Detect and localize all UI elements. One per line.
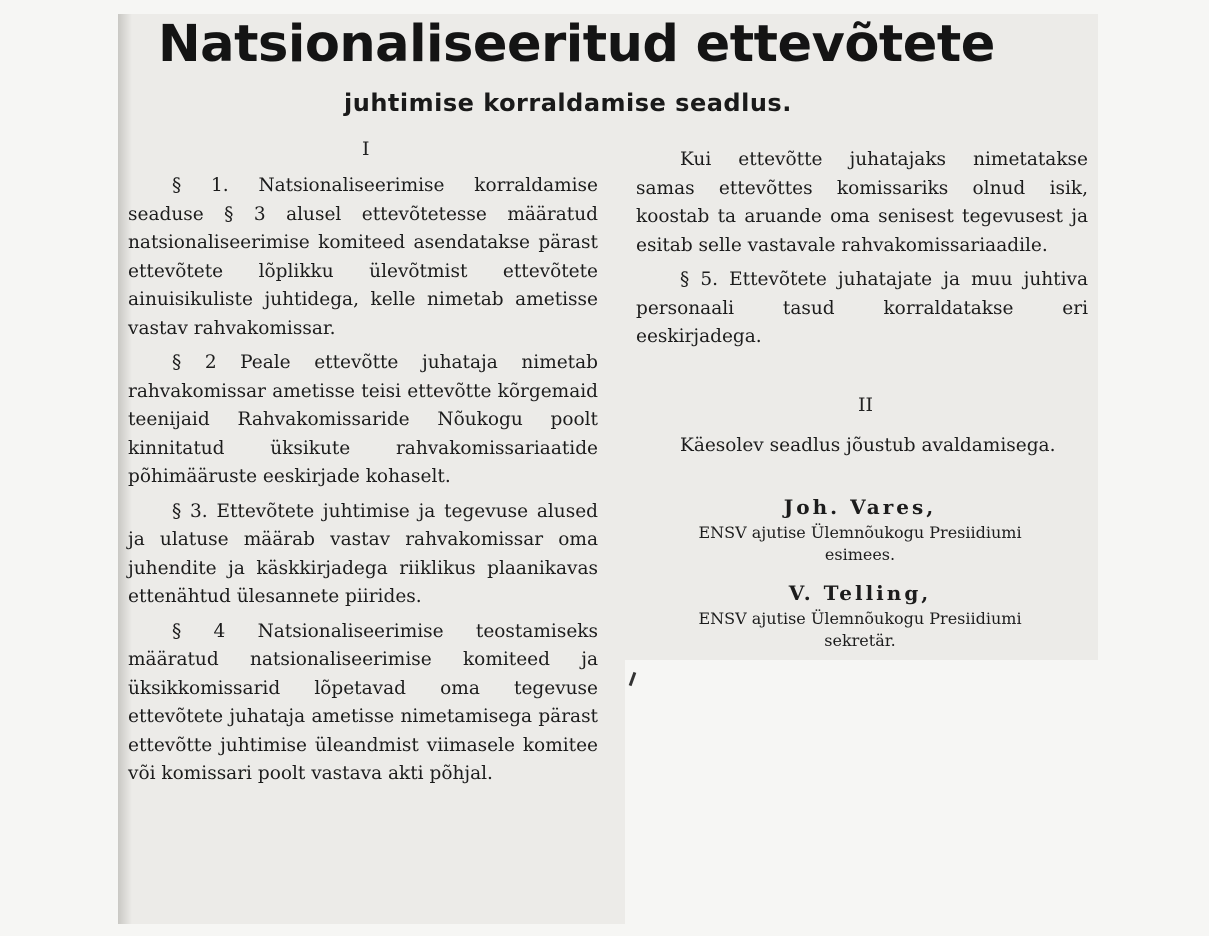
paragraph-2: § 2 Peale ettevõtte juhataja nimetab rahvakomissar ametisse teisi ettevõtte kõrgemaid teenijaid Rahvakomissaride Nõukogu poolt kinnitatud üksikute rahvakomissariaatide põhimääruste eeskirjade kohaselt. xyxy=(128,352,598,487)
signatory-title-line2: esimees. xyxy=(824,545,896,564)
left-column xyxy=(128,172,598,795)
article-subtitle: juhtimise korraldamise seadlus. xyxy=(344,89,792,117)
paragraph-4: § 4 Natsionaliseerimise teostamiseks määratud natsionaliseerimise komiteed ja üksikkomissarid lõpetavad oma tegevuse ettevõtete juhataja ametisse nimetamisega pärast ettevõtte juhtimise üleandmist viimasele komitee või komissari poolt vastava akti põhjal. xyxy=(128,620,598,784)
enactment-text: Käesolev seadlus jõustub avaldamisega. xyxy=(680,435,1056,456)
right-column xyxy=(636,146,1088,358)
section-one-numeral: I xyxy=(362,138,370,160)
signatory-title-line1: ENSV ajutise Ülemnõukogu Presiidiumi xyxy=(698,609,1022,628)
signatory-name: V. Telling, xyxy=(788,581,932,605)
paragraph-4-continued: Kui ettevõtte juhatajaks nimetatakse samas ettevõttes komissariks olnud isik, koostab ta aruande oma senisest tegevusest ja esitab selle vastavale rahvakomissariaadile. xyxy=(636,149,1088,256)
paragraph-3: § 3. Ettevõtete juhtimise ja tegevuse alused ja ulatuse määrab vastav rahvakomissar oma juhendite ja käskkirjadega riiklikus plaanikavas ettenähtud ülesannete piirides. xyxy=(128,500,598,607)
signatory-title-line1: ENSV ajutise Ülemnõukogu Presiidiumi xyxy=(698,523,1022,542)
enactment-clause xyxy=(636,432,1088,467)
signature-block-1 xyxy=(640,492,1080,566)
paragraph-1: § 1. Natsionaliseerimise korraldamise seaduse § 3 alusel ettevõtetesse määratud natsionaliseerimise komiteed asendatakse pärast ettevõtete lõplikku ülevõtmist ettevõtete ainuisikuliste juhtidega, kelle nimetab ametisse vastav rahvakomissar. xyxy=(128,175,598,339)
signatory-name: Joh. Vares, xyxy=(783,495,937,519)
signature-block-2 xyxy=(640,578,1080,652)
section-two-numeral: II xyxy=(858,394,874,416)
blank-paper-area xyxy=(625,660,1125,930)
article-title: Natsionaliseeritud ettevõtete xyxy=(158,15,995,74)
paragraph-5: § 5. Ettevõtete juhatajate ja muu juhtiva personaali tasud korraldatakse eri eeskirjadega. xyxy=(636,269,1088,347)
signatory-title-line2: sekretär. xyxy=(824,631,896,650)
